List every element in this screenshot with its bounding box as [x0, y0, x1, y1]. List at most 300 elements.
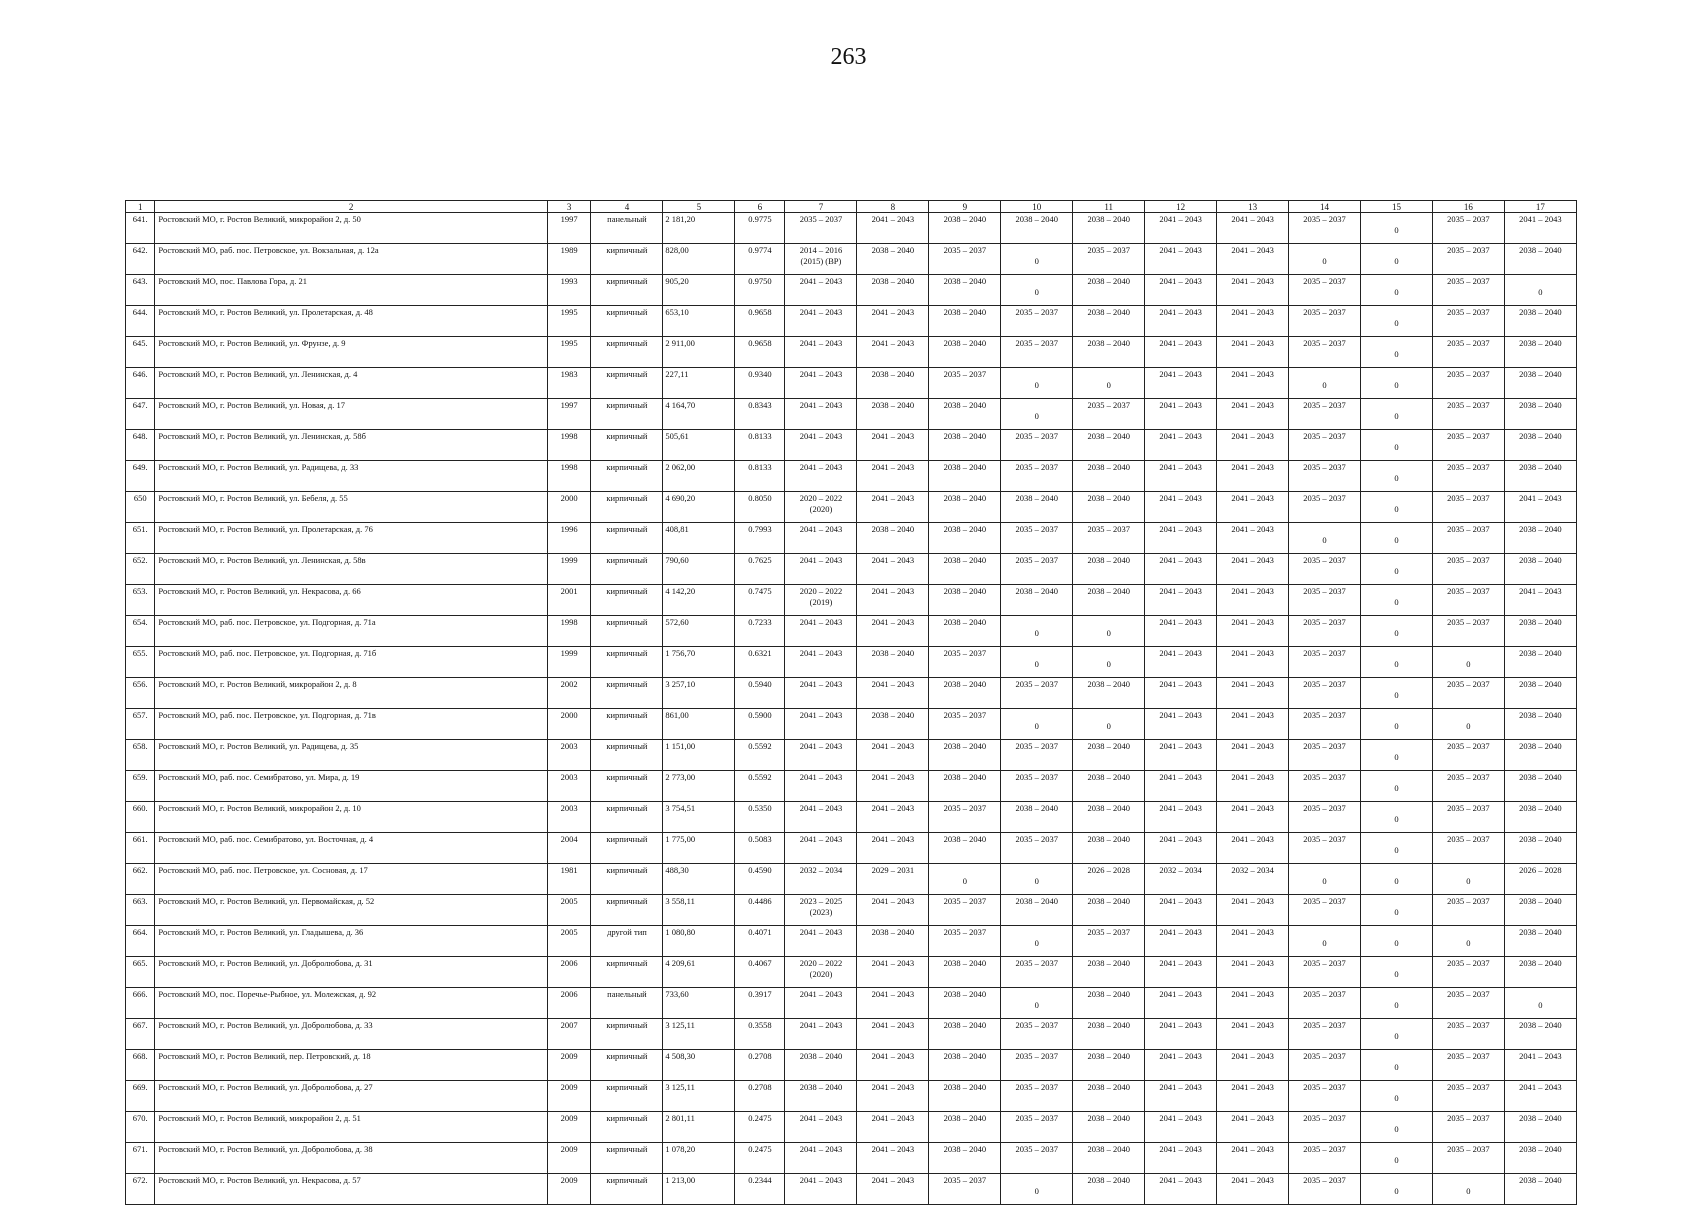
- table-cell-col-16: 0: [1432, 709, 1504, 740]
- table-row: [126, 337, 1577, 368]
- table-cell-col-14: 2035 – 2037: [1289, 399, 1361, 430]
- table-cell-col-11: 2038 – 2040: [1073, 430, 1145, 461]
- table-cell-col-12: 2041 – 2043: [1145, 337, 1217, 368]
- table-cell-col-4: кирпичный: [591, 1174, 663, 1205]
- table-cell-col-1: 648.: [126, 430, 155, 461]
- table-cell-col-9: 2038 – 2040: [929, 740, 1001, 771]
- table-cell-col-2: Ростовский МО, раб. пос. Семибратово, ул. Мира, д. 19: [155, 771, 547, 802]
- table-cell-col-8: 2041 – 2043: [857, 957, 929, 988]
- table-cell-col-10: 2035 – 2037: [1001, 523, 1073, 554]
- table-cell-col-7: 2041 – 2043: [785, 430, 857, 461]
- table-cell-col-3: 2009: [547, 1174, 591, 1205]
- table-cell-col-5: 505,61: [663, 430, 735, 461]
- table-cell-col-12: 2041 – 2043: [1145, 1143, 1217, 1174]
- table-row: [126, 1112, 1577, 1143]
- table-cell-col-12: 2041 – 2043: [1145, 895, 1217, 926]
- table-cell-col-7: 2014 – 2016 (2015) (ВР): [785, 244, 857, 275]
- table-cell-col-12: 2041 – 2043: [1145, 1112, 1217, 1143]
- table-cell-col-11: 2038 – 2040: [1073, 1174, 1145, 1205]
- table-cell-col-13: 2041 – 2043: [1217, 895, 1289, 926]
- table-cell-col-8: 2038 – 2040: [857, 926, 929, 957]
- table-cell-col-9: 2038 – 2040: [929, 771, 1001, 802]
- table-cell-col-7: 2041 – 2043: [785, 988, 857, 1019]
- table-cell-col-3: 1993: [547, 275, 591, 306]
- table-cell-col-8: 2041 – 2043: [857, 616, 929, 647]
- table-cell-col-17: 2038 – 2040: [1504, 1143, 1576, 1174]
- table-cell-col-13: 2041 – 2043: [1217, 771, 1289, 802]
- table-cell-col-10: 2035 – 2037: [1001, 430, 1073, 461]
- table-cell-col-9: 2038 – 2040: [929, 275, 1001, 306]
- table-cell-col-9: 2038 – 2040: [929, 492, 1001, 523]
- housing-repair-table: [125, 200, 1577, 1205]
- table-cell-col-1: 658.: [126, 740, 155, 771]
- table-cell-col-1: 643.: [126, 275, 155, 306]
- table-cell-col-15: 0: [1360, 678, 1432, 709]
- table-cell-col-3: 1998: [547, 430, 591, 461]
- table-cell-col-14: 0: [1289, 926, 1361, 957]
- table-cell-col-7: 2032 – 2034: [785, 864, 857, 895]
- table-cell-col-16: 2035 – 2037: [1432, 492, 1504, 523]
- table-cell-col-4: другой тип: [591, 926, 663, 957]
- table-cell-col-10: 0: [1001, 647, 1073, 678]
- table-cell-col-11: 2035 – 2037: [1073, 399, 1145, 430]
- table-cell-col-9: 2035 – 2037: [929, 926, 1001, 957]
- table-cell-col-4: кирпичный: [591, 430, 663, 461]
- table-cell-col-13: 2041 – 2043: [1217, 833, 1289, 864]
- table-cell-col-3: 2000: [547, 709, 591, 740]
- table-cell-col-16: 2035 – 2037: [1432, 523, 1504, 554]
- table-cell-col-14: 2035 – 2037: [1289, 988, 1361, 1019]
- column-header-11: 11: [1073, 201, 1145, 213]
- table-cell-col-7: 2041 – 2043: [785, 740, 857, 771]
- table-cell-col-14: 2035 – 2037: [1289, 957, 1361, 988]
- table-cell-col-9: 0: [929, 864, 1001, 895]
- table-cell-col-12: 2041 – 2043: [1145, 430, 1217, 461]
- table-cell-col-13: 2041 – 2043: [1217, 1112, 1289, 1143]
- table-cell-col-12: 2041 – 2043: [1145, 1050, 1217, 1081]
- table-cell-col-3: 2007: [547, 1019, 591, 1050]
- table-row: [126, 864, 1577, 895]
- table-cell-col-4: кирпичный: [591, 585, 663, 616]
- table-cell-col-5: 1 756,70: [663, 647, 735, 678]
- table-cell-col-3: 2001: [547, 585, 591, 616]
- table-cell-col-14: 2035 – 2037: [1289, 337, 1361, 368]
- table-cell-col-3: 2003: [547, 802, 591, 833]
- table-cell-col-6: 0.5940: [735, 678, 785, 709]
- table-cell-col-4: кирпичный: [591, 957, 663, 988]
- table-cell-col-13: 2041 – 2043: [1217, 802, 1289, 833]
- table-cell-col-11: 2038 – 2040: [1073, 213, 1145, 244]
- table-cell-col-6: 0.6321: [735, 647, 785, 678]
- table-cell-col-1: 656.: [126, 678, 155, 709]
- table-cell-col-11: 2038 – 2040: [1073, 833, 1145, 864]
- table-cell-col-1: 644.: [126, 306, 155, 337]
- table-cell-col-5: 2 773,00: [663, 771, 735, 802]
- table-cell-col-11: 2038 – 2040: [1073, 1081, 1145, 1112]
- table-cell-col-5: 2 911,00: [663, 337, 735, 368]
- table-row: [126, 647, 1577, 678]
- column-header-6: 6: [735, 201, 785, 213]
- table-cell-col-17: 2038 – 2040: [1504, 461, 1576, 492]
- table-cell-col-9: 2038 – 2040: [929, 213, 1001, 244]
- table-cell-col-10: 0: [1001, 926, 1073, 957]
- table-cell-col-2: Ростовский МО, г. Ростов Великий, микрорайон 2, д. 51: [155, 1112, 547, 1143]
- table-cell-col-16: 2035 – 2037: [1432, 244, 1504, 275]
- table-cell-col-5: 733,60: [663, 988, 735, 1019]
- table-row: [126, 833, 1577, 864]
- table-cell-col-10: 2035 – 2037: [1001, 1050, 1073, 1081]
- table-cell-col-12: 2041 – 2043: [1145, 1174, 1217, 1205]
- table-cell-col-15: 0: [1360, 399, 1432, 430]
- table-cell-col-7: 2041 – 2043: [785, 399, 857, 430]
- table-cell-col-10: 2035 – 2037: [1001, 833, 1073, 864]
- table-row: [126, 1143, 1577, 1174]
- table-cell-col-12: 2041 – 2043: [1145, 740, 1217, 771]
- table-cell-col-8: 2041 – 2043: [857, 337, 929, 368]
- table-cell-col-8: 2041 – 2043: [857, 492, 929, 523]
- table-cell-col-9: 2038 – 2040: [929, 1081, 1001, 1112]
- table-cell-col-11: 2038 – 2040: [1073, 1143, 1145, 1174]
- table-cell-col-12: 2041 – 2043: [1145, 244, 1217, 275]
- table-cell-col-2: Ростовский МО, раб. пос. Петровское, ул. Вокзальная, д. 12а: [155, 244, 547, 275]
- table-cell-col-11: 0: [1073, 709, 1145, 740]
- column-header-8: 8: [857, 201, 929, 213]
- table-cell-col-13: 2041 – 2043: [1217, 275, 1289, 306]
- table-cell-col-4: кирпичный: [591, 771, 663, 802]
- table-row: [126, 709, 1577, 740]
- table-cell-col-15: 0: [1360, 833, 1432, 864]
- table-cell-col-6: 0.4071: [735, 926, 785, 957]
- table-cell-col-11: 2038 – 2040: [1073, 988, 1145, 1019]
- table-cell-col-14: 2035 – 2037: [1289, 585, 1361, 616]
- table-cell-col-8: 2038 – 2040: [857, 244, 929, 275]
- table-cell-col-17: 2026 – 2028: [1504, 864, 1576, 895]
- table-cell-col-3: 1997: [547, 399, 591, 430]
- table-cell-col-10: 0: [1001, 368, 1073, 399]
- table-cell-col-11: 2038 – 2040: [1073, 678, 1145, 709]
- table-cell-col-11: 2038 – 2040: [1073, 461, 1145, 492]
- table-cell-col-5: 905,20: [663, 275, 735, 306]
- table-row: [126, 957, 1577, 988]
- table-cell-col-17: 2041 – 2043: [1504, 1050, 1576, 1081]
- table-cell-col-13: 2041 – 2043: [1217, 647, 1289, 678]
- table-cell-col-16: 0: [1432, 1174, 1504, 1205]
- table-cell-col-16: 2035 – 2037: [1432, 895, 1504, 926]
- table-cell-col-5: 572,60: [663, 616, 735, 647]
- table-cell-col-2: Ростовский МО, г. Ростов Великий, ул. Пролетарская, д. 48: [155, 306, 547, 337]
- table-cell-col-6: 0.4486: [735, 895, 785, 926]
- table-cell-col-4: кирпичный: [591, 554, 663, 585]
- table-cell-col-3: 1998: [547, 616, 591, 647]
- table-cell-col-2: Ростовский МО, раб. пос. Петровское, ул. Подгорная, д. 71б: [155, 647, 547, 678]
- table-cell-col-7: 2041 – 2043: [785, 926, 857, 957]
- column-header-9: 9: [929, 201, 1001, 213]
- table-cell-col-16: 2035 – 2037: [1432, 1143, 1504, 1174]
- table-cell-col-2: Ростовский МО, раб. пос. Петровское, ул. Подгорная, д. 71в: [155, 709, 547, 740]
- table-cell-col-7: 2041 – 2043: [785, 1143, 857, 1174]
- table-cell-col-16: 2035 – 2037: [1432, 957, 1504, 988]
- table-cell-col-11: 2038 – 2040: [1073, 1112, 1145, 1143]
- table-cell-col-16: 2035 – 2037: [1432, 275, 1504, 306]
- table-row: [126, 926, 1577, 957]
- table-cell-col-7: 2041 – 2043: [785, 1112, 857, 1143]
- table-cell-col-10: 2038 – 2040: [1001, 213, 1073, 244]
- table-cell-col-1: 663.: [126, 895, 155, 926]
- table-cell-col-1: 657.: [126, 709, 155, 740]
- table-cell-col-17: 2038 – 2040: [1504, 678, 1576, 709]
- table-cell-col-17: 2038 – 2040: [1504, 771, 1576, 802]
- table-cell-col-10: 0: [1001, 1174, 1073, 1205]
- table-cell-col-2: Ростовский МО, г. Ростов Великий, микрорайон 2, д. 10: [155, 802, 547, 833]
- table-cell-col-17: 2041 – 2043: [1504, 492, 1576, 523]
- table-cell-col-17: 2038 – 2040: [1504, 306, 1576, 337]
- table-cell-col-12: 2041 – 2043: [1145, 399, 1217, 430]
- table-cell-col-2: Ростовский МО, г. Ростов Великий, ул. Добролюбова, д. 31: [155, 957, 547, 988]
- table-cell-col-14: 2035 – 2037: [1289, 709, 1361, 740]
- table-cell-col-10: 2035 – 2037: [1001, 957, 1073, 988]
- table-cell-col-9: 2038 – 2040: [929, 523, 1001, 554]
- table-row: [126, 368, 1577, 399]
- table-cell-col-5: 2 801,11: [663, 1112, 735, 1143]
- table-header: [126, 201, 1577, 213]
- table-cell-col-10: 0: [1001, 709, 1073, 740]
- table-cell-col-15: 0: [1360, 926, 1432, 957]
- table-cell-col-4: кирпичный: [591, 492, 663, 523]
- table-cell-col-11: 0: [1073, 368, 1145, 399]
- table-cell-col-9: 2035 – 2037: [929, 895, 1001, 926]
- table-cell-col-15: 0: [1360, 461, 1432, 492]
- table-cell-col-15: 0: [1360, 647, 1432, 678]
- table-cell-col-16: 2035 – 2037: [1432, 399, 1504, 430]
- table-cell-col-11: 2038 – 2040: [1073, 802, 1145, 833]
- table-cell-col-10: 2035 – 2037: [1001, 678, 1073, 709]
- table-cell-col-12: 2041 – 2043: [1145, 709, 1217, 740]
- table-cell-col-8: 2041 – 2043: [857, 802, 929, 833]
- table-cell-col-6: 0.7475: [735, 585, 785, 616]
- table-cell-col-10: 2035 – 2037: [1001, 1081, 1073, 1112]
- table-cell-col-13: 2041 – 2043: [1217, 523, 1289, 554]
- table-cell-col-16: 2035 – 2037: [1432, 616, 1504, 647]
- table-cell-col-1: 668.: [126, 1050, 155, 1081]
- table-cell-col-10: 2035 – 2037: [1001, 306, 1073, 337]
- table-cell-col-3: 2009: [547, 1143, 591, 1174]
- table-cell-col-8: 2041 – 2043: [857, 1081, 929, 1112]
- table-cell-col-1: 655.: [126, 647, 155, 678]
- column-header-7: 7: [785, 201, 857, 213]
- table-cell-col-7: 2041 – 2043: [785, 647, 857, 678]
- table-cell-col-10: 2035 – 2037: [1001, 740, 1073, 771]
- table-cell-col-7: 2020 – 2022 (2019): [785, 585, 857, 616]
- table-cell-col-15: 0: [1360, 244, 1432, 275]
- table-cell-col-3: 1989: [547, 244, 591, 275]
- table-cell-col-10: 0: [1001, 244, 1073, 275]
- table-cell-col-14: 0: [1289, 864, 1361, 895]
- table-cell-col-17: 2041 – 2043: [1504, 585, 1576, 616]
- table-cell-col-8: 2041 – 2043: [857, 771, 929, 802]
- table-cell-col-3: 1995: [547, 306, 591, 337]
- table-cell-col-5: 408,81: [663, 523, 735, 554]
- table-cell-col-17: 2038 – 2040: [1504, 802, 1576, 833]
- table-cell-col-12: 2041 – 2043: [1145, 1081, 1217, 1112]
- table-cell-col-4: кирпичный: [591, 895, 663, 926]
- table-cell-col-7: 2041 – 2043: [785, 306, 857, 337]
- table-cell-col-5: 1 080,80: [663, 926, 735, 957]
- table-cell-col-4: кирпичный: [591, 864, 663, 895]
- table-cell-col-4: кирпичный: [591, 709, 663, 740]
- table-cell-col-9: 2035 – 2037: [929, 647, 1001, 678]
- table-cell-col-17: 2038 – 2040: [1504, 926, 1576, 957]
- table-cell-col-15: 0: [1360, 1174, 1432, 1205]
- table-cell-col-6: 0.9750: [735, 275, 785, 306]
- table-cell-col-12: 2041 – 2043: [1145, 926, 1217, 957]
- table-cell-col-5: 4 209,61: [663, 957, 735, 988]
- table-cell-col-14: 2035 – 2037: [1289, 213, 1361, 244]
- table-cell-col-1: 666.: [126, 988, 155, 1019]
- table-cell-col-6: 0.5592: [735, 771, 785, 802]
- table-cell-col-13: 2041 – 2043: [1217, 554, 1289, 585]
- table-cell-col-8: 2038 – 2040: [857, 368, 929, 399]
- table-cell-col-16: 2035 – 2037: [1432, 1019, 1504, 1050]
- table-cell-col-6: 0.2344: [735, 1174, 785, 1205]
- table-cell-col-5: 790,60: [663, 554, 735, 585]
- table-cell-col-14: 2035 – 2037: [1289, 1019, 1361, 1050]
- table-cell-col-2: Ростовский МО, раб. пос. Семибратово, ул. Восточная, д. 4: [155, 833, 547, 864]
- table-cell-col-12: 2041 – 2043: [1145, 213, 1217, 244]
- table-cell-col-2: Ростовский МО, г. Ростов Великий, ул. Новая, д. 17: [155, 399, 547, 430]
- table-cell-col-13: 2041 – 2043: [1217, 306, 1289, 337]
- table-cell-col-9: 2035 – 2037: [929, 802, 1001, 833]
- table-row: [126, 771, 1577, 802]
- table-cell-col-3: 2009: [547, 1081, 591, 1112]
- table-cell-col-15: 0: [1360, 337, 1432, 368]
- table-cell-col-16: 2035 – 2037: [1432, 368, 1504, 399]
- table-cell-col-10: 2038 – 2040: [1001, 802, 1073, 833]
- table-cell-col-1: 670.: [126, 1112, 155, 1143]
- table-cell-col-6: 0.3917: [735, 988, 785, 1019]
- table-cell-col-9: 2038 – 2040: [929, 678, 1001, 709]
- table-cell-col-13: 2041 – 2043: [1217, 1050, 1289, 1081]
- table-cell-col-16: 2035 – 2037: [1432, 678, 1504, 709]
- table-cell-col-6: 0.5350: [735, 802, 785, 833]
- table-cell-col-16: 2035 – 2037: [1432, 554, 1504, 585]
- table-cell-col-1: 653.: [126, 585, 155, 616]
- table-cell-col-11: 2038 – 2040: [1073, 337, 1145, 368]
- table-cell-col-2: Ростовский МО, г. Ростов Великий, ул. Добролюбова, д. 38: [155, 1143, 547, 1174]
- table-cell-col-8: 2041 – 2043: [857, 1143, 929, 1174]
- table-cell-col-11: 2038 – 2040: [1073, 306, 1145, 337]
- table-cell-col-11: 2038 – 2040: [1073, 492, 1145, 523]
- table-cell-col-2: Ростовский МО, г. Ростов Великий, ул. Добролюбова, д. 33: [155, 1019, 547, 1050]
- table-cell-col-11: 2038 – 2040: [1073, 1019, 1145, 1050]
- table-cell-col-4: кирпичный: [591, 1112, 663, 1143]
- table-cell-col-17: 2038 – 2040: [1504, 740, 1576, 771]
- table-cell-col-9: 2038 – 2040: [929, 306, 1001, 337]
- table-cell-col-11: 0: [1073, 647, 1145, 678]
- table-cell-col-9: 2038 – 2040: [929, 1143, 1001, 1174]
- table-cell-col-16: 2035 – 2037: [1432, 213, 1504, 244]
- table-cell-col-9: 2038 – 2040: [929, 988, 1001, 1019]
- table-cell-col-13: 2032 – 2034: [1217, 864, 1289, 895]
- table-cell-col-10: 2038 – 2040: [1001, 492, 1073, 523]
- table-cell-col-15: 0: [1360, 1112, 1432, 1143]
- table-cell-col-17: 2038 – 2040: [1504, 957, 1576, 988]
- table-row: [126, 895, 1577, 926]
- table-cell-col-1: 665.: [126, 957, 155, 988]
- table-cell-col-10: 2035 – 2037: [1001, 1019, 1073, 1050]
- table-cell-col-8: 2041 – 2043: [857, 1174, 929, 1205]
- table-cell-col-7: 2023 – 2025 (2023): [785, 895, 857, 926]
- table-cell-col-2: Ростовский МО, г. Ростов Великий, ул. Ленинская, д. 58б: [155, 430, 547, 461]
- table-cell-col-2: Ростовский МО, г. Ростов Великий, ул. Пролетарская, д. 76: [155, 523, 547, 554]
- table-cell-col-6: 0.9775: [735, 213, 785, 244]
- table-cell-col-9: 2038 – 2040: [929, 616, 1001, 647]
- table-row: [126, 988, 1577, 1019]
- table-cell-col-9: 2038 – 2040: [929, 554, 1001, 585]
- table-cell-col-12: 2041 – 2043: [1145, 678, 1217, 709]
- table-cell-col-6: 0.7233: [735, 616, 785, 647]
- table-cell-col-1: 659.: [126, 771, 155, 802]
- table-cell-col-7: 2041 – 2043: [785, 833, 857, 864]
- table-cell-col-15: 0: [1360, 988, 1432, 1019]
- table-cell-col-1: 661.: [126, 833, 155, 864]
- table-cell-col-9: 2038 – 2040: [929, 399, 1001, 430]
- table-cell-col-13: 2041 – 2043: [1217, 1019, 1289, 1050]
- table-row: [126, 306, 1577, 337]
- table-row: [126, 585, 1577, 616]
- table-cell-col-8: 2041 – 2043: [857, 895, 929, 926]
- table-cell-col-14: 2035 – 2037: [1289, 306, 1361, 337]
- table-cell-col-15: 0: [1360, 554, 1432, 585]
- table-cell-col-10: 0: [1001, 616, 1073, 647]
- table-cell-col-8: 2041 – 2043: [857, 833, 929, 864]
- table-cell-col-9: 2038 – 2040: [929, 585, 1001, 616]
- table-cell-col-16: 0: [1432, 647, 1504, 678]
- table-cell-col-7: 2035 – 2037: [785, 213, 857, 244]
- table-cell-col-2: Ростовский МО, г. Ростов Великий, ул. Некрасова, д. 57: [155, 1174, 547, 1205]
- table-cell-col-11: 2038 – 2040: [1073, 585, 1145, 616]
- table-cell-col-14: 2035 – 2037: [1289, 275, 1361, 306]
- table-cell-col-3: 1998: [547, 461, 591, 492]
- table-cell-col-12: 2041 – 2043: [1145, 647, 1217, 678]
- table-cell-col-15: 0: [1360, 213, 1432, 244]
- table-cell-col-11: 2026 – 2028: [1073, 864, 1145, 895]
- table-cell-col-7: 2038 – 2040: [785, 1081, 857, 1112]
- table-cell-col-15: 0: [1360, 1081, 1432, 1112]
- table-cell-col-7: 2041 – 2043: [785, 709, 857, 740]
- table-cell-col-16: 2035 – 2037: [1432, 740, 1504, 771]
- table-cell-col-5: 3 257,10: [663, 678, 735, 709]
- table-cell-col-12: 2041 – 2043: [1145, 368, 1217, 399]
- table-cell-col-13: 2041 – 2043: [1217, 337, 1289, 368]
- table-cell-col-7: 2041 – 2043: [785, 368, 857, 399]
- table-row: [126, 275, 1577, 306]
- table-cell-col-14: 2035 – 2037: [1289, 1112, 1361, 1143]
- table-cell-col-1: 671.: [126, 1143, 155, 1174]
- table-row: [126, 678, 1577, 709]
- table-cell-col-6: 0.7993: [735, 523, 785, 554]
- table-cell-col-7: 2041 – 2043: [785, 523, 857, 554]
- column-header-13: 13: [1217, 201, 1289, 213]
- table-cell-col-12: 2041 – 2043: [1145, 957, 1217, 988]
- table-cell-col-15: 0: [1360, 895, 1432, 926]
- table-cell-col-4: кирпичный: [591, 275, 663, 306]
- table-cell-col-12: 2041 – 2043: [1145, 833, 1217, 864]
- table-cell-col-5: 1 078,20: [663, 1143, 735, 1174]
- table-cell-col-15: 0: [1360, 275, 1432, 306]
- column-header-12: 12: [1145, 201, 1217, 213]
- table-cell-col-4: панельный: [591, 988, 663, 1019]
- table-cell-col-1: 650: [126, 492, 155, 523]
